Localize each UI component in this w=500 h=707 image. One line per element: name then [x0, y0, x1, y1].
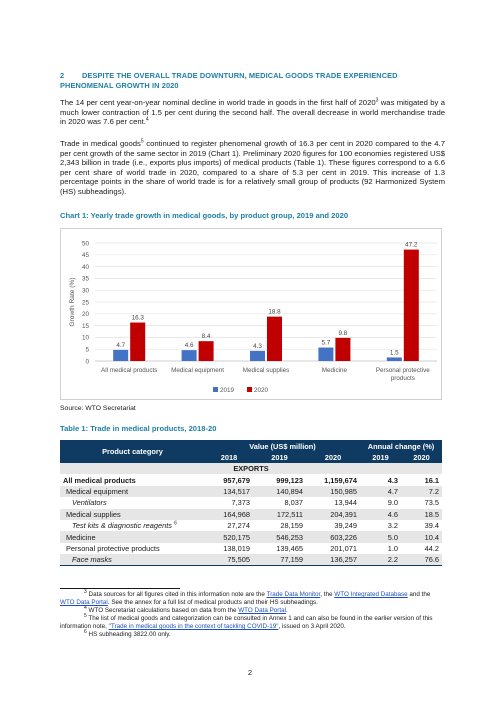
cell-value: 546,253: [276, 532, 303, 542]
cell-value: 4.7: [387, 486, 398, 496]
cell-value: 44.2: [424, 543, 439, 553]
footnote-6: [60, 628, 445, 639]
data-label: 4.6: [184, 342, 194, 350]
footnote-5-end: , issued on 3 April 2020.: [278, 623, 346, 630]
table-row: [60, 520, 442, 531]
table-cell-c2019: [360, 520, 401, 531]
table-row: [60, 509, 442, 520]
table-cell-v2018: [205, 474, 253, 485]
bar-2019: [182, 350, 197, 361]
cell-value: 1.0: [387, 543, 398, 553]
header-change-2019: 2019: [360, 452, 401, 463]
table-cell-v2018: [205, 543, 253, 554]
table-cell-v2019: [253, 497, 306, 508]
data-label: 1.5: [389, 349, 399, 357]
footnote-3-number: 3: [84, 588, 87, 595]
header-change-2020: 2020: [401, 452, 442, 463]
cell-value: 16.1: [424, 475, 439, 485]
footnote-5-number: 5: [84, 612, 87, 619]
cell-value: 7,373: [231, 498, 250, 508]
section-number: 2: [60, 71, 65, 80]
table-cell-v2019: [253, 520, 306, 531]
table-cell-name: [60, 554, 205, 566]
data-label: 4.3: [253, 342, 262, 350]
cell-value: Personal protective products: [66, 543, 160, 553]
cell-value: 28,159: [280, 521, 303, 531]
table-cell-v2019: [253, 486, 306, 497]
cell-value: 73.5: [424, 498, 439, 508]
table-row: [60, 474, 442, 485]
table-cell-c2019: [360, 474, 401, 485]
cell-value: 8,037: [284, 498, 303, 508]
table-cell-c2019: [360, 543, 401, 554]
section-title: DESPITE THE OVERALL TRADE DOWNTURN, MEDICAL GOODS TRADE EXPERIENCED PHENOMENAL GROWTH IN 2020: [60, 71, 398, 90]
bar-2020: [130, 323, 145, 361]
chart-source: Source: WTO Secretariat: [60, 405, 136, 412]
table-cell-name: [60, 509, 205, 520]
footnote-6-text: HS subheading 3822.00 only.: [86, 631, 171, 638]
data-label: 16.3: [131, 314, 144, 322]
y-tick-label: 20: [81, 311, 89, 319]
cell-value: 999,123: [276, 475, 303, 485]
table-cell-v2018: [205, 497, 253, 508]
x-tick-label: Personal protective: [375, 367, 430, 374]
table-cell-v2020: [306, 474, 360, 485]
link-wto-data-portal[interactable]: WTO Data Portal: [60, 599, 108, 606]
header-annual-change: Annual change (%): [360, 440, 442, 452]
table-cell-c2020: [401, 486, 442, 497]
table-cell-v2018: [205, 520, 253, 531]
x-tick-label: Medicine: [321, 367, 348, 374]
table-cell-v2020: [306, 531, 360, 542]
cell-value: 136,257: [330, 555, 357, 565]
cell-value: 603,226: [330, 532, 357, 542]
table-cell-name: [60, 531, 205, 542]
link-trade-medical-goods-note[interactable]: "Trade in medical goods in the context of tackling COVID-19": [108, 623, 279, 630]
table-title: Table 1: Trade in medical products, 2018-20: [60, 424, 217, 433]
bar-2020: [267, 317, 282, 361]
paragraph-2-text-a: Trade in medical goods: [60, 139, 141, 148]
bar-2019: [250, 351, 265, 361]
data-label: 9.8: [338, 329, 348, 337]
legend-label: 2020: [254, 387, 269, 394]
cell-value: 10.4: [424, 532, 439, 542]
y-tick-label: 50: [81, 240, 89, 248]
table-cell-name: [60, 474, 205, 485]
table-cell-v2020: [306, 509, 360, 520]
cell-value: 2.2: [387, 555, 398, 565]
table-cell-c2019: [360, 509, 401, 520]
table-cell-v2018: [205, 554, 253, 566]
table-row: [60, 486, 442, 497]
bar-2020: [404, 250, 419, 361]
data-label: 18.8: [268, 308, 281, 316]
cell-value: 18.5: [424, 509, 439, 519]
bar-2019: [318, 348, 333, 361]
bar-2020: [335, 338, 350, 361]
cell-value: 4.6: [387, 509, 398, 519]
cell-value: 172,511: [276, 509, 303, 519]
header-2020: 2020: [306, 452, 360, 463]
table-cell-v2020: [306, 520, 360, 531]
table-cell-c2020: [401, 474, 442, 485]
table-cell-c2019: [360, 554, 401, 566]
paragraph-2-text-b: continued to register phenomenal growth of 16.3 per cent in 2020 compared to the 4.7 per cent growth of the same sector in 2019 (Chart 1). Preliminary 2020 figures for 100 economies registered US$ 2,343 billion in trade (i.e., exports plus imports) of medical products (Table 1). These figures correspond to a 6.6 per cent share of world trade in 2020, compared to a share of 5.3 per cent in 2019. This increase of 1.3 percentage points in the share of world trade is for a relatively small group of products (92 Harmonized System (HS) subheadings).: [60, 139, 445, 196]
cell-value: Medical supplies: [66, 509, 121, 519]
section-heading: [60, 71, 450, 91]
cell-value: 520,175: [223, 532, 250, 542]
table-row: [60, 531, 442, 542]
footnote-5-text: The list of medical goods and categorization can be consulted in Annex 1 and can also be found in the earlier version of this information note,: [60, 615, 433, 630]
table-cell-c2020: [401, 497, 442, 508]
chart-title: Chart 1: Yearly trade growth in medical goods, by product group, 2019 and 2020: [60, 211, 349, 220]
footnote-ref-5: 5: [140, 138, 144, 145]
table-cell-name: [60, 497, 205, 508]
footnote-ref-6: 6: [174, 520, 177, 527]
paragraph-1: [60, 98, 445, 127]
cell-value: 201,071: [330, 543, 357, 553]
bar-2019: [113, 350, 128, 361]
table-cell-v2018: [205, 531, 253, 542]
data-label: 47.2: [405, 241, 418, 249]
cell-value: 139,465: [276, 543, 303, 553]
chart-container: [60, 228, 442, 400]
cell-value: 164,968: [223, 509, 250, 519]
cell-value: 7.2: [428, 486, 439, 496]
table-cell-v2019: [253, 531, 306, 542]
x-tick-label: Medical equipment: [171, 367, 225, 374]
table-cell-c2019: [360, 497, 401, 508]
table-cell-c2019: [360, 531, 401, 542]
footnote-4-end: .: [286, 607, 288, 614]
exports-label: EXPORTS: [60, 463, 442, 474]
paragraph-1-text-a: The 14 per cent year-on-year nominal decline in world trade in goods in the first half of 2020: [60, 98, 376, 107]
table-cell-v2020: [306, 554, 360, 566]
y-tick-label: 30: [81, 287, 89, 295]
table-cell-c2020: [401, 520, 442, 531]
table-cell-name: [60, 543, 205, 554]
header-value: Value (US$ million): [205, 440, 360, 452]
footnote-6-number: 6: [84, 628, 87, 635]
legend-label: 2019: [220, 387, 235, 394]
table-cell-name: [60, 486, 205, 497]
header-2019: 2019: [253, 452, 306, 463]
table-row: [60, 543, 442, 554]
cell-value: 140,894: [276, 486, 303, 496]
cell-value: 75,505: [227, 555, 250, 565]
cell-value: Test kits & diagnostic reagents: [72, 521, 172, 531]
table-cell-v2018: [205, 509, 253, 520]
table-cell-c2020: [401, 509, 442, 520]
header-2018: 2018: [205, 452, 253, 463]
medical-trade-table: [60, 440, 442, 566]
cell-value: All medical products: [63, 475, 136, 485]
footnote-3-sep-2: and the: [407, 591, 431, 598]
table-cell-c2019: [360, 486, 401, 497]
paragraph-1-text-b: was mitigated by a much lower contraction of 1.5 per cent during the second half. The overall decrease in world merchandise trade in 2020 was 7.6 per cent.: [60, 98, 445, 127]
cell-value: 5.0: [387, 532, 398, 542]
cell-value: Face masks: [72, 555, 112, 565]
data-label: 4.7: [116, 341, 126, 349]
data-label: 8.4: [201, 333, 211, 341]
legend-swatch-2019: [213, 387, 218, 392]
footnote-ref-4: 4: [145, 116, 149, 123]
table-cell-v2018: [205, 486, 253, 497]
table-cell-v2019: [253, 474, 306, 485]
data-label: 5.7: [321, 339, 331, 347]
table-cell-v2019: [253, 543, 306, 554]
footnotes: [60, 588, 445, 639]
link-trade-data-monitor[interactable]: Trade Data Monitor: [266, 591, 321, 598]
y-tick-label: 40: [81, 263, 89, 271]
table-cell-v2020: [306, 543, 360, 554]
footnote-3: [60, 588, 445, 607]
table-cell-v2019: [253, 509, 306, 520]
footnote-3-end: . See the annex for a full list of medical products and their HS subheadings.: [107, 599, 318, 606]
y-tick-label: 0: [85, 358, 89, 366]
table-cell-name: [60, 520, 205, 531]
table-row: [60, 497, 442, 508]
y-tick-label: 25: [81, 299, 89, 307]
cell-value: 150,985: [330, 486, 357, 496]
y-tick-label: 10: [81, 334, 89, 342]
cell-value: 9.0: [387, 498, 398, 508]
x-tick-label: All medical products: [101, 367, 158, 374]
cell-value: Medical equipment: [66, 486, 129, 496]
table-cell-c2020: [401, 531, 442, 542]
paragraph-2: [60, 139, 445, 197]
cell-value: 39,249: [334, 521, 357, 531]
footnote-3-sep-1: , the: [320, 591, 335, 598]
cell-value: 76.6: [424, 555, 439, 565]
y-axis-label: Growth Rate (%): [69, 277, 76, 327]
bar-2020: [199, 341, 214, 361]
cell-value: 27,274: [227, 521, 250, 531]
table-cell-c2020: [401, 543, 442, 554]
table-cell-v2020: [306, 486, 360, 497]
link-wto-data-portal-2[interactable]: WTO Data Portal: [238, 607, 287, 614]
cell-value: Ventilators: [72, 498, 107, 508]
cell-value: 39.4: [424, 521, 439, 531]
cell-value: 1,159,674: [324, 475, 357, 485]
footnote-4-number: 4: [84, 604, 87, 611]
y-tick-label: 45: [81, 252, 89, 260]
y-tick-label: 35: [81, 275, 89, 283]
footnote-rule: [60, 588, 180, 589]
x-tick-label: Medical supplies: [242, 367, 290, 374]
cell-value: 4.3: [387, 475, 398, 485]
footnote-5: [60, 612, 445, 631]
cell-value: 3.2: [387, 521, 398, 531]
link-wto-integrated-database[interactable]: WTO Integrated Database: [334, 591, 408, 598]
cell-value: 134,517: [223, 486, 250, 496]
cell-value: 77,159: [280, 555, 303, 565]
page-number: 2: [247, 668, 253, 677]
table-cell-v2020: [306, 497, 360, 508]
table-cell-v2019: [253, 554, 306, 566]
x-tick-label: products: [390, 375, 415, 382]
footnote-ref-3: 3: [375, 97, 379, 104]
header-product-category: Product category: [60, 440, 205, 463]
cell-value: 204,391: [330, 509, 357, 519]
cell-value: 138,019: [223, 543, 250, 553]
cell-value: Medicine: [66, 532, 96, 542]
footnote-3-text: Data sources for all figures cited in this information note are the: [86, 591, 267, 598]
bar-2019: [387, 357, 402, 361]
table-cell-c2020: [401, 554, 442, 566]
table-row: [60, 554, 442, 566]
y-tick-label: 5: [85, 346, 89, 354]
footnote-4: [60, 604, 445, 615]
cell-value: 957,679: [223, 475, 250, 485]
legend-swatch-2020: [247, 387, 252, 392]
y-tick-label: 15: [81, 322, 89, 330]
cell-value: 13,944: [334, 498, 357, 508]
bar-chart: [61, 229, 443, 401]
footnote-4-text: WTO Secretariat calculations based on data from the: [86, 607, 239, 614]
